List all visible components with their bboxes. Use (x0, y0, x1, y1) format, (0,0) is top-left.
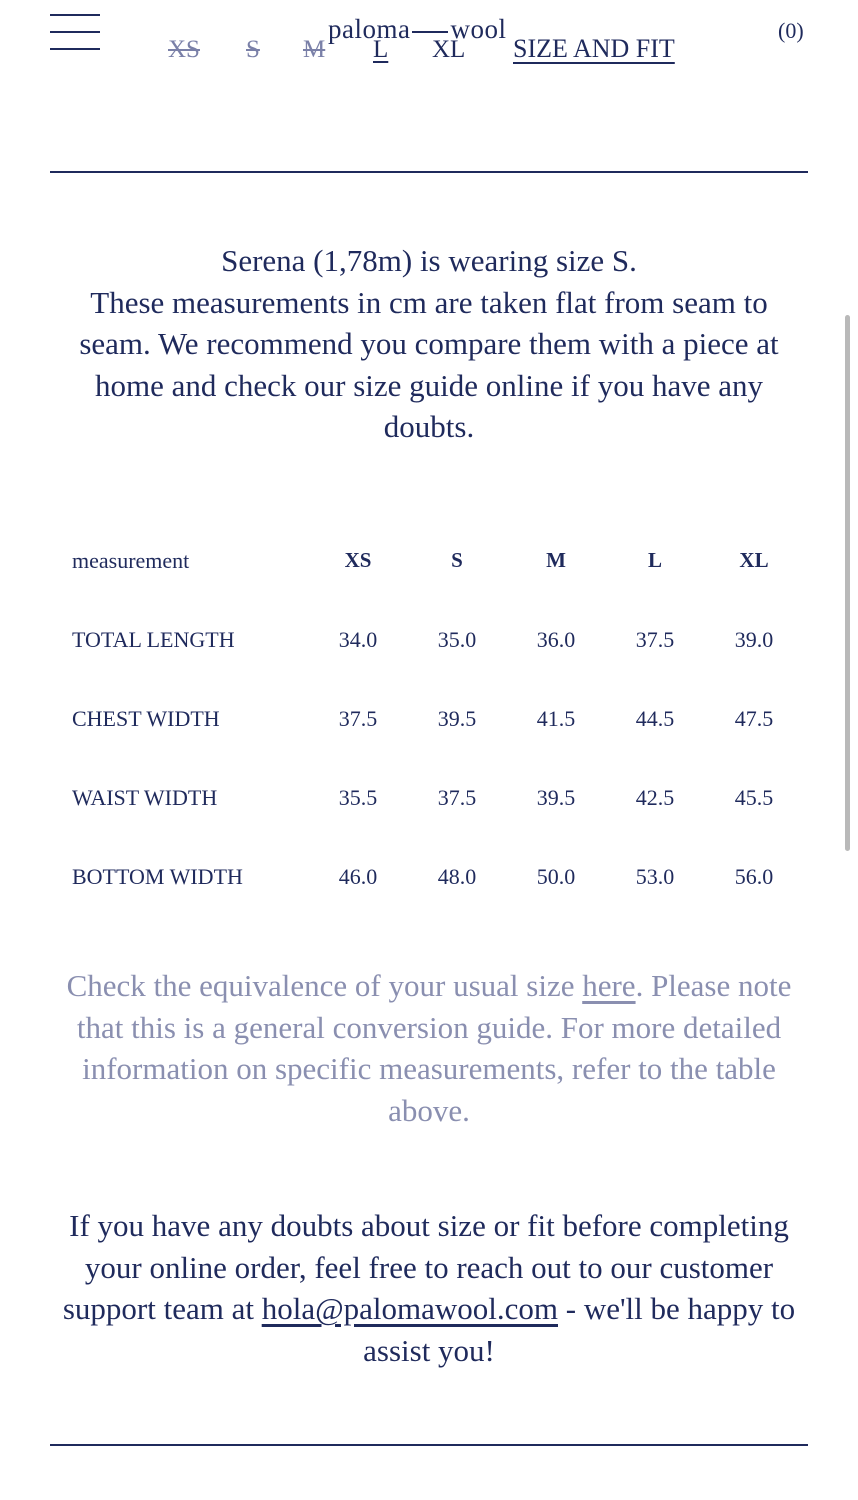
scrollbar[interactable] (845, 315, 850, 851)
brand-logo-left: paloma (328, 14, 411, 44)
support-email-link[interactable]: hola@palomawool.com (261, 1291, 558, 1326)
table-cell: 46.0 (338, 864, 378, 889)
table-cell: 50.0 (536, 864, 576, 889)
menu-line (50, 14, 100, 16)
row-label: CHEST WIDTH (72, 706, 220, 731)
table-cell: 36.0 (536, 627, 576, 652)
size-guide-link[interactable]: here (582, 968, 636, 1003)
support-text: - we'll be happy to assist you! (363, 1291, 796, 1368)
size-option-xl[interactable]: XL (432, 36, 466, 63)
note-text: . Please note that this is a general conversion guide. For more detailed information on specific measurements, refer to the table above. (76, 968, 792, 1128)
measurement-instructions: These measurements in cm are taken flat from seam to seam. We recommend you compare them with a piece at home and check our size guide online if you have any doubts. (79, 284, 779, 444)
column-header-size: XS (344, 548, 372, 572)
table-row (72, 698, 802, 777)
size-option-xs[interactable]: XS (168, 36, 200, 63)
table-cell: 48.0 (437, 864, 477, 889)
row-label: BOTTOM WIDTH (72, 864, 243, 889)
table-cell: 37.5 (635, 627, 675, 652)
table-cell: 34.0 (338, 627, 378, 652)
support-text: If you have any doubts about size or fit before completing your online order, feel free to reach out to our customer support team at (62, 1208, 789, 1326)
table-header-row (72, 540, 802, 619)
size-intro (60, 240, 798, 448)
row-label: TOTAL LENGTH (72, 627, 235, 652)
menu-line (50, 48, 100, 50)
size-option-l[interactable]: L (373, 36, 389, 63)
size-and-fit-link[interactable]: SIZE AND FIT (513, 34, 675, 63)
table-cell: 56.0 (734, 864, 774, 889)
table-cell: 44.5 (635, 706, 675, 731)
menu-line (50, 31, 100, 33)
size-option-s[interactable]: S (246, 36, 260, 63)
table-row (72, 856, 802, 935)
column-header-measurement: measurement (72, 548, 190, 573)
table-cell: 37.5 (338, 706, 378, 731)
table-cell: 45.5 (734, 785, 774, 810)
table-row (72, 777, 802, 856)
table-cell: 39.0 (734, 627, 774, 652)
column-header-size: S (451, 548, 463, 572)
table-cell: 39.5 (536, 785, 576, 810)
brand-logo[interactable] (328, 14, 506, 45)
cart-button[interactable]: (0) (778, 18, 804, 43)
table-cell: 35.5 (338, 785, 378, 810)
table-cell: 35.0 (437, 627, 477, 652)
column-header-size: L (647, 548, 662, 572)
support-message (50, 1205, 808, 1371)
table-cell: 42.5 (635, 785, 675, 810)
size-option-m[interactable]: M (303, 36, 326, 63)
brand-logo-right: wool (450, 14, 507, 44)
table-cell: 39.5 (437, 706, 477, 731)
row-label: WAIST WIDTH (72, 785, 218, 810)
table-cell: 53.0 (635, 864, 675, 889)
table-cell: 41.5 (536, 706, 576, 731)
bottom-divider (50, 1444, 808, 1446)
measurement-table (72, 540, 802, 935)
hamburger-menu-icon[interactable] (50, 14, 100, 52)
note-text: Check the equivalence of your usual size (66, 968, 583, 1003)
column-header-size: M (546, 548, 566, 572)
top-divider (50, 171, 808, 173)
model-size-text: Serena (1,78m) is wearing size S. (221, 243, 637, 278)
size-conversion-note (60, 965, 798, 1131)
brand-logo-dash (412, 31, 448, 33)
column-header-size: XL (739, 548, 769, 572)
table-cell: 37.5 (437, 785, 477, 810)
table-row (72, 619, 802, 698)
table-cell: 47.5 (734, 706, 774, 731)
